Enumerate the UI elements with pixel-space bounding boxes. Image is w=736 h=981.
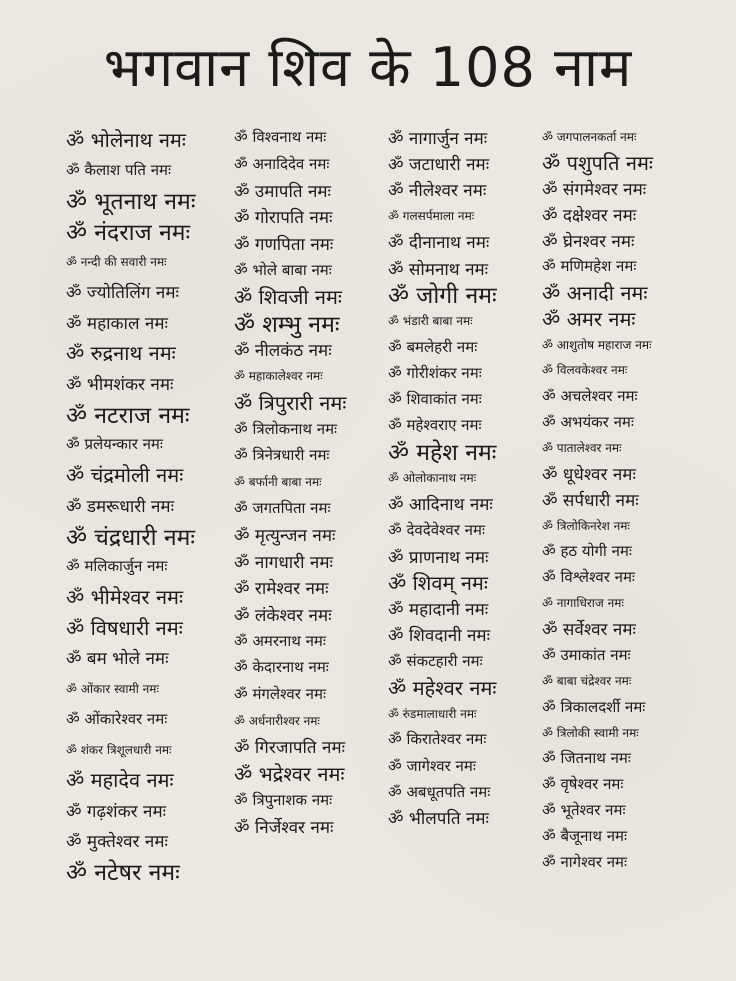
name-item: ॐ कैलाश पति नमः — [66, 160, 172, 179]
name-item: ॐ भूतनाथ नमः — [66, 189, 196, 216]
name-item: ॐ किरातेश्वर नमः — [388, 730, 487, 749]
name-item: ॐ गढ़शंकर नमः — [66, 801, 167, 822]
name-item: ॐ अमरनाथ नमः — [234, 631, 326, 650]
name-item: ॐ धूधेश्वर नमः — [542, 465, 636, 486]
name-item: ॐ प्राणनाथ नमः — [388, 547, 489, 568]
name-item: ॐ प्रलेयन्कार नमः — [66, 435, 163, 454]
name-item: ॐ महेश नमः — [388, 440, 497, 467]
name-item: ॐ नन्दी की सवारी नमः — [66, 254, 167, 269]
name-item: ॐ नीलेश्वर नमः — [388, 180, 487, 201]
name-item: ॐ मृत्युन्जन नमः — [234, 526, 336, 547]
name-item: ॐ ज्योतिलिंग नमः — [66, 283, 179, 304]
name-item: ॐ भूतेश्वर नमः — [542, 801, 626, 820]
name-item: ॐ सर्पधारी नमः — [542, 490, 639, 511]
name-item: ॐ चंद्रधारी नमः — [66, 524, 196, 551]
name-item: ॐ मंगलेश्वर नमः — [234, 684, 326, 703]
name-item: ॐ दीनानाथ नमः — [388, 233, 490, 254]
names-column-4 — [542, 124, 732, 875]
name-item: ॐ महेश्वर नमः — [388, 675, 497, 700]
name-item: ॐ त्रिकालदर्शी नमः — [542, 697, 646, 716]
name-item: ॐ नागाधिराज नमः — [542, 596, 624, 611]
name-item: ॐ बाबा चंद्रेश्वर नमः — [542, 674, 632, 689]
name-item: ॐ जागेश्वर नमः — [388, 756, 476, 775]
name-item: ॐ त्रिनेत्रधारी नमः — [234, 446, 330, 465]
name-item: ॐ बैजूनाथ नमः — [542, 826, 628, 845]
name-item: ॐ ओंकारेश्वर नमः — [66, 709, 168, 728]
name-item: ॐ अनादिदेव नमः — [234, 154, 330, 173]
name-item: ॐ विलवकेश्वर नमः — [542, 363, 628, 378]
name-item: ॐ संकटहारी नमः — [388, 651, 483, 670]
name-item: ॐ शम्भु नमः — [234, 311, 340, 338]
name-item: ॐ महाकालेश्वर नमः — [234, 369, 323, 384]
name-item: ॐ नागधारी नमः — [234, 552, 333, 573]
name-item: ॐ शिवजी नमः — [234, 284, 342, 309]
name-item: ॐ त्रिलोकी स्वामी नमः — [542, 725, 639, 740]
name-item: ॐ विश्वनाथ नमः — [234, 128, 327, 147]
name-item: ॐ शंकर त्रिशूलधारी नमः — [66, 742, 172, 757]
name-item: ॐ महाकाल नमः — [66, 313, 168, 334]
name-item: ॐ त्रिपुनाशक नमः — [234, 790, 333, 809]
name-item: ॐ बर्फानी बाबा नमः — [234, 475, 322, 490]
name-item: ॐ भीमशंकर नमः — [66, 374, 174, 395]
name-item: ॐ नागेश्वर नमः — [542, 852, 628, 871]
name-item: ॐ गोरीशंकर नमः — [388, 363, 482, 382]
names-grid — [0, 124, 736, 887]
name-item: ॐ त्रिलोकनाथ नमः — [234, 419, 338, 438]
name-item: ॐ जटाधारी नमः — [388, 154, 490, 175]
name-item: ॐ महादानी नमः — [388, 599, 489, 620]
name-item: ॐ मलिकार्जुन नमः — [66, 557, 168, 576]
name-item: ॐ नागार्जुन नमः — [388, 128, 488, 149]
name-item: ॐ जितनाथ नमः — [542, 749, 631, 768]
name-item: ॐ देवदेवेश्वर नमः — [388, 520, 486, 539]
name-item: ॐ अभयंकर नमः — [542, 412, 634, 431]
name-item: ॐ ओलोकानाथ नमः — [388, 471, 477, 486]
name-item: ॐ डमरूधारी नमः — [66, 496, 175, 517]
name-item: ॐ सर्वेश्वर नमः — [542, 620, 636, 641]
name-item: ॐ महादेव नमः — [66, 768, 174, 793]
name-item: ॐ मुक्तेश्वर नमः — [66, 832, 168, 853]
name-item: ॐ निर्जेश्वर नमः — [234, 817, 334, 838]
names-column-1 — [66, 124, 236, 887]
name-item: ॐ सोमनाथ नमः — [388, 259, 489, 280]
name-item: ॐ नटराज नमः — [66, 402, 190, 429]
name-item: ॐ गलसर्पमाला नमः — [388, 209, 475, 224]
name-item: ॐ रुंडमालाधारी नमः — [388, 706, 477, 721]
name-item: ॐ हठ योगी नमः — [542, 542, 632, 561]
name-item: ॐ दक्षेश्वर नमः — [542, 206, 637, 227]
name-item: ॐ जोगी नमः — [388, 283, 497, 310]
name-item: ॐ गिरजापति नमः — [234, 738, 346, 759]
name-item: ॐ घ्रेनश्वर नमः — [542, 232, 635, 252]
page-title: भगवान शिव के 108 नाम — [103, 36, 633, 99]
name-item: ॐ बमलेहरी नमः — [388, 337, 478, 356]
name-item: ॐ संगमेश्वर नमः — [542, 180, 647, 201]
name-item: ॐ नीलकंठ नमः — [234, 340, 332, 361]
name-item: ॐ भीमेश्वर नमः — [66, 585, 184, 610]
name-item: ॐ महेश्वराए नमः — [388, 416, 482, 435]
name-item: ॐ अर्धनारीश्वर नमः — [234, 713, 320, 728]
name-item: ॐ रुद्रनाथ नमः — [66, 341, 176, 366]
name-item: ॐ शिवाकांत नमः — [388, 389, 482, 408]
name-item: ॐ उमाकांत नमः — [542, 645, 631, 664]
name-item: ॐ केदारनाथ नमः — [234, 658, 329, 677]
name-item: ॐ नटेषर नमः — [66, 860, 180, 887]
name-item: ॐ गणपिता नमः — [234, 234, 334, 255]
name-item: ॐ पशुपति नमः — [542, 151, 653, 176]
name-item: ॐ नंदराज नमः — [66, 219, 191, 246]
name-item: ॐ मणिमहेश नमः — [542, 257, 637, 276]
name-item: ॐ चंद्रमोली नमः — [66, 463, 184, 488]
names-column-2 — [234, 124, 384, 840]
names-column-3 — [388, 124, 538, 831]
name-item: ॐ अनादी नमः — [542, 280, 648, 305]
name-item: ॐ लंकेश्वर नमः — [234, 605, 332, 626]
name-item: ॐ विश्लेश्वर नमः — [542, 568, 635, 587]
name-item: ॐ वृषेश्वर नमः — [542, 775, 624, 794]
name-item: ॐ रामेश्वर नमः — [234, 579, 329, 600]
name-item: ॐ गोरापति नमः — [234, 208, 333, 229]
name-item: ॐ शिवदानी नमः — [388, 626, 491, 647]
name-item: ॐ आशुतोष महाराज नमः — [542, 337, 652, 352]
name-item: ॐ त्रिलोकिनरेश नमः — [542, 518, 630, 533]
name-item: ॐ जगतपिता नमः — [234, 499, 331, 518]
name-item: ॐ भंडारी बाबा नमः — [388, 313, 473, 328]
name-item: ॐ अमर नमः — [542, 306, 636, 331]
name-item: ॐ भोले बाबा नमः — [234, 260, 332, 279]
name-item: ॐ त्रिपुरारी नमः — [234, 390, 347, 415]
name-item: ॐ आदिनाथ नमः — [388, 495, 493, 516]
name-item: ॐ पातालेश्वर नमः — [542, 441, 622, 456]
name-item: ॐ भीलपति नमः — [388, 809, 489, 830]
name-item: ॐ उमापति नमः — [234, 181, 331, 202]
name-item: ॐ जगपालनकर्ता नमः — [542, 130, 637, 145]
name-item: ॐ ओंकार स्वामी नमः — [66, 681, 159, 696]
name-item: ॐ भोलेनाथ नमः — [66, 127, 186, 152]
name-item: ॐ बम भोले नमः — [66, 649, 169, 670]
name-item: ॐ भद्रेश्वर नमः — [234, 761, 345, 786]
name-item: ॐ अबधूतपति नमः — [388, 782, 491, 801]
name-item: ॐ शिवम् नमः — [388, 570, 488, 595]
name-item: ॐ अचलेश्वर नमः — [542, 386, 638, 405]
name-item: ॐ विषधारी नमः — [66, 615, 183, 640]
